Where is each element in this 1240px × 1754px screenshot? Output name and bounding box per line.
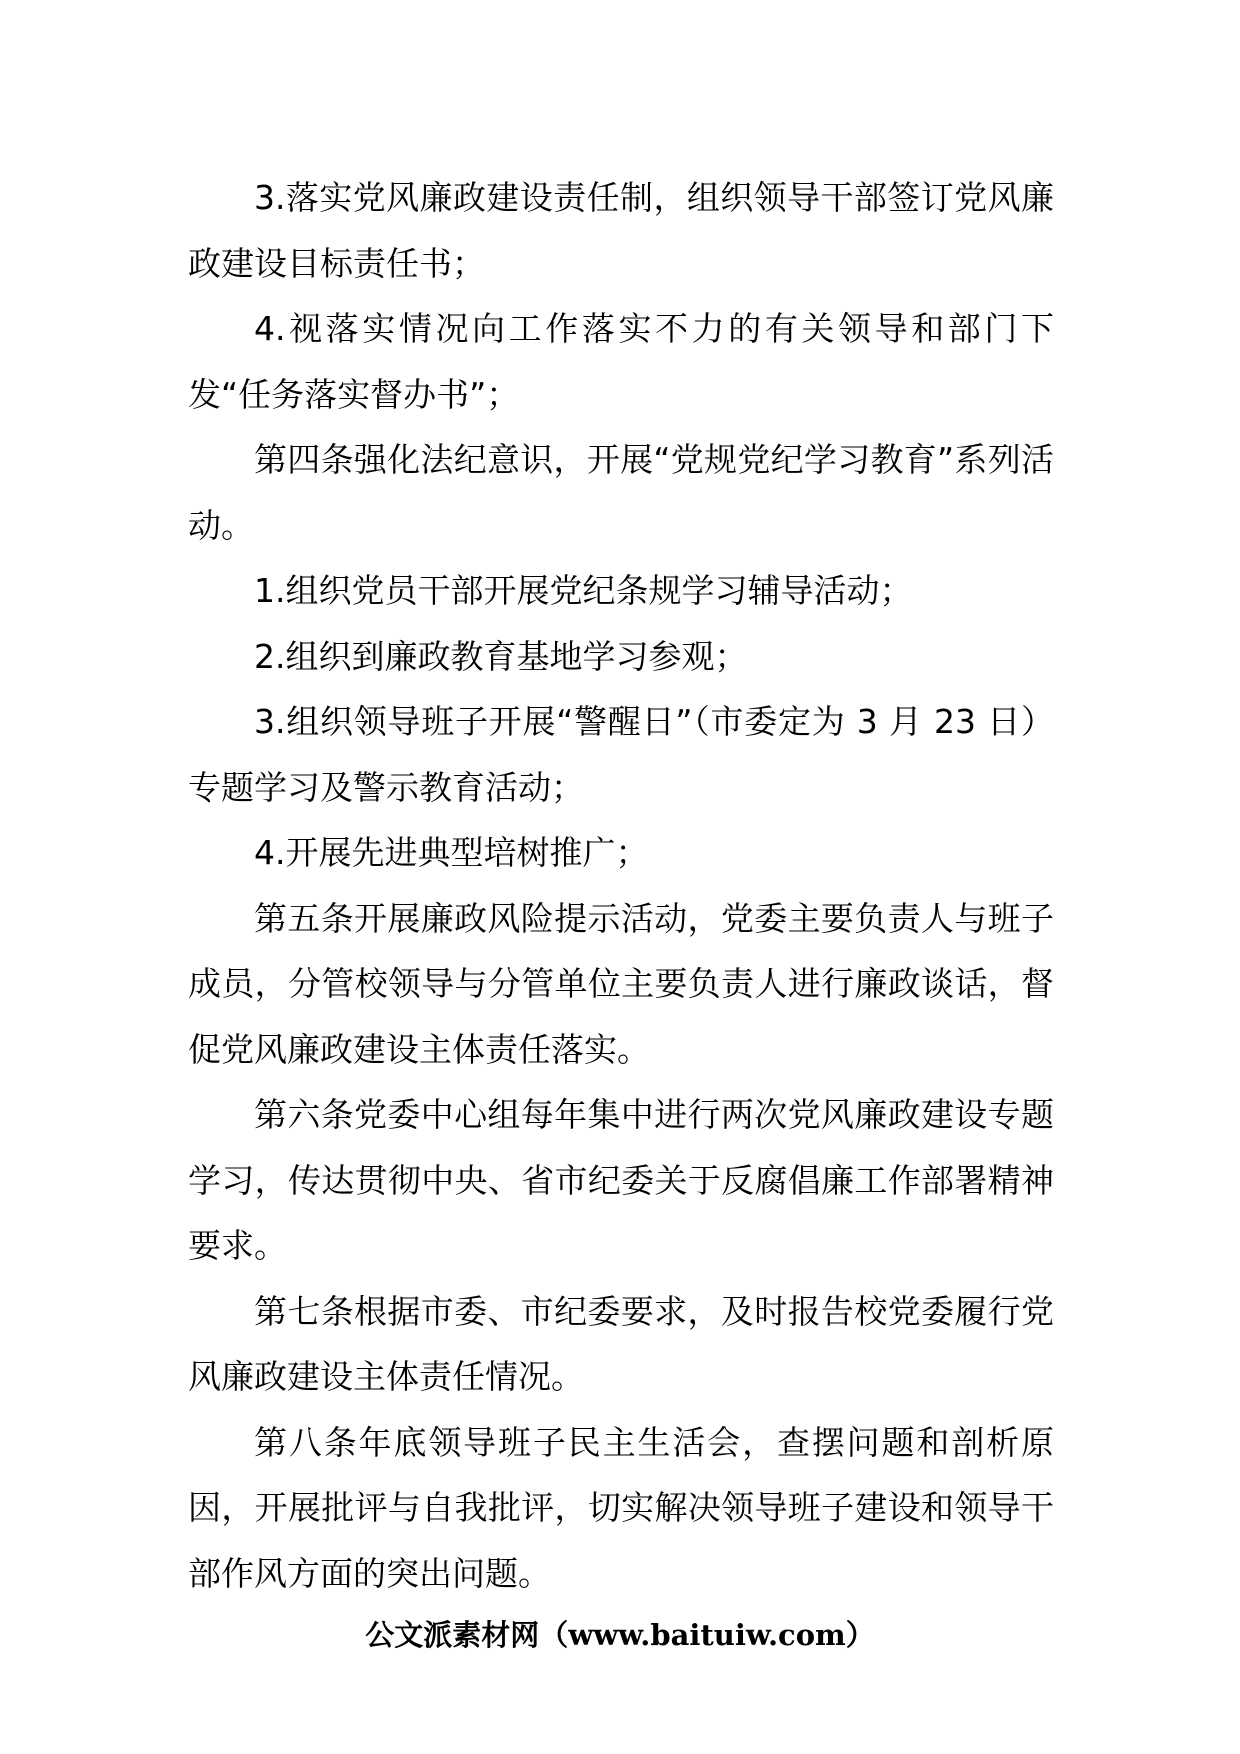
paragraph-item-4: 4.视落实情况向工作落实不力的有关领导和部门下发“任务落实督办书”； xyxy=(188,309,1054,414)
document-body xyxy=(188,165,1054,1606)
article-4-item-4: 4.开展先进典型培树推广； xyxy=(254,833,649,872)
article-4-item-1: 1.组织党员干部开展党纪条规学习辅导活动； xyxy=(254,571,913,610)
article-6: 第六条党委中心组每年集中进行两次党风廉政建设专题学习，传达贯彻中央、省市纪委关于反腐倡廉工作部署精神要求。 xyxy=(188,1095,1054,1265)
article-4-item-3: 3.组织领导班子开展“警醒日”（市委定为 3 月 23 日）专题学习及警示教育活动； xyxy=(188,702,1054,807)
article-5: 第五条开展廉政风险提示活动，党委主要负责人与班子成员，分管校领导与分管单位主要负责人进行廉政谈话，督促党风廉政建设主体责任落实。 xyxy=(188,898,1054,1069)
article-7: 第七条根据市委、市纪委要求，及时报告校党委履行党风廉政建设主体责任情况。 xyxy=(188,1291,1054,1396)
watermark-footer: 公文派素材网（www.baituiw.com） xyxy=(365,1618,875,1652)
article-8: 第八条年底领导班子民主生活会，查摆问题和剖析原因，开展批评与自我批评，切实解决领导班子建设和领导干部作风方面的突出问题。 xyxy=(188,1422,1054,1593)
article-4-heading: 第四条强化法纪意识，开展“党规党纪学习教育”系列活动。 xyxy=(188,440,1054,545)
article-4-item-2: 2.组织到廉政教育基地学习参观； xyxy=(254,636,748,676)
paragraph-item-3: 3.落实党风廉政建设责任制，组织领导干部签订党风廉政建设目标责任书； xyxy=(188,178,1054,283)
